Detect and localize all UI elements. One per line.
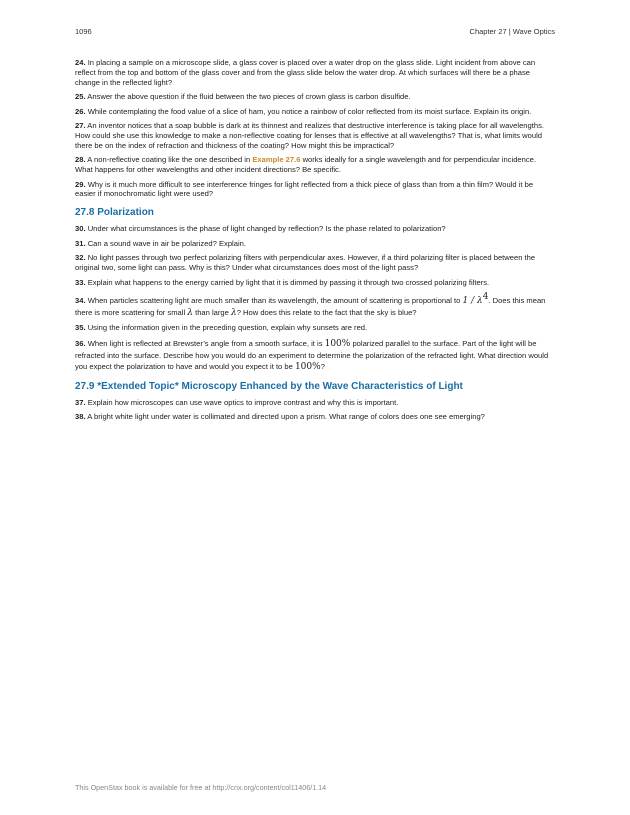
question-34 (75, 292, 555, 319)
question-36 (75, 338, 555, 373)
math-exponent: 4 (482, 291, 489, 302)
question-number: 25. (75, 92, 86, 102)
section-heading-microscopy: 27.9 *Extended Topic* Microscopy Enhanced by the Wave Characteristics of Light (75, 380, 463, 392)
question-text: An inventor notices that a soap bubble is dark at its thinnest and realizes that destructive interference is taking place for all wavelengths. How could she use this knowledge to make a non-reflective coating for lenses that is effective at all wavelengths? That is, what limits would there be on the index of refraction and thickness of the coating? How might this be impractical? (75, 121, 544, 150)
question-text: works ideally for a single wavelength and for perpendicular incidence. What happens for other wavelengths and other incident directions? Be specific. (75, 155, 536, 175)
question-text: ? (320, 361, 325, 371)
question-text: While contemplating the food value of a slice of ham, you notice a rainbow of color reflected from its moist surface. Explain its origin. (87, 106, 532, 116)
question-text: A non-reflective coating like the one described in (87, 155, 253, 165)
example-link[interactable]: Example 27.6 (252, 155, 301, 165)
question-29 (75, 180, 555, 200)
question-number: 32. (75, 253, 86, 263)
math-percent: 100% (294, 361, 321, 372)
math-percent: 100% (324, 338, 351, 349)
question-number: 34. (75, 295, 86, 305)
question-text: Using the information given in the preceding question, explain why sunsets are red. (87, 323, 368, 333)
question-text: Explain what happens to the energy carried by light that it is dimmed by passing it through two crossed polarizing filters. (87, 277, 490, 287)
question-text: When particles scattering light are much smaller than its wavelength, the amount of scattering is proportional to (87, 295, 463, 305)
chapter-title: Chapter 27 | Wave Optics (469, 27, 555, 36)
math-lambda: λ (187, 307, 193, 318)
question-38 (75, 412, 555, 422)
page-content (75, 58, 555, 427)
question-text: Answer the above question if the fluid between the two pieces of crown glass is carbon disulfide. (87, 92, 411, 102)
question-text: . Does this mean there is more scattering for small (75, 295, 546, 317)
question-number: 30. (75, 224, 86, 234)
question-number: 28. (75, 155, 86, 165)
question-text: In placing a sample on a microscope slide, a glass cover is placed over a water drop on the glass slide. Light incident from above can reflect from the top and bottom of the glass cover and from the glass slide below the water drop. At which surfaces will there be a phase change in the reflected light? (75, 58, 536, 87)
question-33 (75, 278, 555, 288)
question-number: 35. (75, 323, 86, 333)
question-text: Why is it much more difficult to see interference fringes for light reflected from a thick piece of glass than from a thin film? Would it be easier if monochromatic light were used? (75, 179, 534, 199)
page-number: 1096 (75, 27, 92, 36)
question-number: 26. (75, 106, 86, 116)
question-text: No light passes through two perfect polarizing filters with perpendicular axes. However, if a third polarizing filter is placed between the original two, some light can pass. Why is this? Under what circumstances does most of the light pass? (75, 253, 536, 273)
question-32 (75, 253, 555, 273)
question-number: 24. (75, 58, 86, 67)
page-header (75, 27, 555, 39)
math-lambda: λ (230, 307, 237, 318)
question-30 (75, 224, 555, 234)
question-text: When light is reflected at Brewster’s angle from a smooth surface, it is (87, 338, 325, 348)
question-number: 36. (75, 338, 86, 348)
question-number: 31. (75, 238, 86, 248)
question-number: 33. (75, 277, 86, 287)
math-inverse-lambda: 1 / λ (462, 295, 483, 306)
question-number: 29. (75, 179, 86, 189)
section-heading-polarization: 27.8 Polarization (75, 207, 154, 219)
page-footer: This OpenStax book is available for free at http://cnx.org/content/col11406/1.14 (75, 783, 327, 792)
question-text: Under what circumstances is the phase of light changed by reflection? Is the phase related to polarization? (87, 224, 446, 234)
question-text: than large (192, 307, 231, 317)
question-number: 27. (75, 121, 86, 131)
question-25 (75, 92, 555, 102)
question-text: Explain how microscopes can use wave optics to improve contrast and why this is important. (87, 397, 399, 407)
question-text: polarized parallel to the surface. Part of the light will be refracted into the surface. Describe how you would do an experiment to determine the polarization of the refracted light. What direction would you expect the polarization to have and would you expect it to be (75, 338, 549, 371)
question-number: 38. (75, 412, 86, 422)
question-28 (75, 155, 555, 175)
question-35 (75, 323, 555, 333)
question-24 (75, 58, 555, 88)
question-27 (75, 121, 555, 151)
question-26 (75, 107, 555, 117)
question-number: 37. (75, 397, 86, 407)
question-text: Can a sound wave in air be polarized? Explain. (87, 238, 246, 248)
question-text: A bright white light under water is collimated and directed upon a prism. What range of colors does one see emerging? (87, 412, 485, 422)
question-31 (75, 239, 555, 249)
question-37 (75, 398, 555, 408)
question-text: ? How does this relate to the fact that the sky is blue? (236, 307, 417, 317)
